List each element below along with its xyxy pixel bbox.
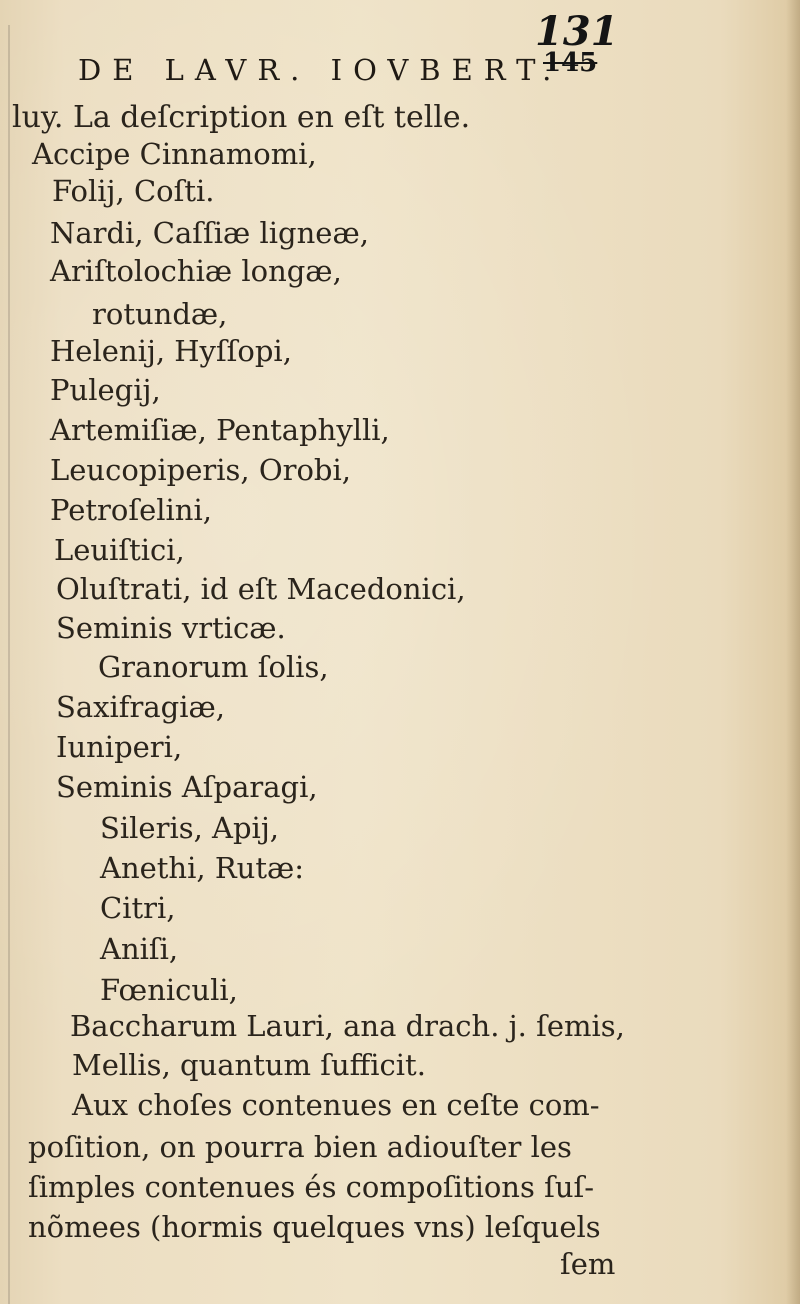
- text-line-28: ſimples contenues és compoſitions ſuſ-: [28, 1170, 595, 1204]
- text-line-25: Mellis, quantum ſufficit.: [72, 1048, 426, 1082]
- text-line-22: Aniſi,: [100, 932, 179, 966]
- text-line-17: Iuniperi,: [56, 730, 183, 764]
- text-line-29: nõmees (hormis quelques vns) leſquels: [28, 1210, 601, 1244]
- text-line-8: Pulegij,: [50, 373, 161, 407]
- text-line-4: Nardi, Caſſiæ ligneæ,: [50, 216, 369, 250]
- text-line-23: Fœniculi,: [100, 973, 238, 1007]
- text-line-19: Sileris, Apij,: [100, 811, 280, 845]
- text-line-18: Seminis Aſparagi,: [56, 770, 318, 804]
- text-line-2: Accipe Cinnamomi,: [32, 137, 317, 171]
- text-line-10: Leucopiperis, Orobi,: [50, 453, 351, 487]
- folio-number-struck: 145: [543, 48, 598, 78]
- text-line-14: Seminis vrticæ.: [56, 611, 286, 645]
- text-line-26: Aux choſes contenues en ceſte com-: [72, 1088, 600, 1122]
- text-line-27: poſition, on pourra bien adiouſter les: [28, 1130, 572, 1164]
- page-edge-shadow: [786, 0, 800, 1304]
- gutter-rule: [8, 25, 10, 1304]
- folio-number: 131: [535, 8, 619, 55]
- text-line-3: Folij, Coſti.: [52, 174, 215, 208]
- catchword: ſem: [560, 1247, 616, 1281]
- text-line-5: Ariſtolochiæ longæ,: [50, 254, 342, 288]
- text-line-7: Helenij, Hyſſopi,: [50, 334, 292, 368]
- text-line-16: Saxifragiæ,: [56, 690, 225, 724]
- text-line-24: Baccharum Lauri, ana drach. j. ſemis,: [70, 1009, 625, 1043]
- text-line-6: rotundæ,: [92, 297, 228, 331]
- text-line-1: luy. La deſcription en eſt telle.: [12, 100, 471, 135]
- text-line-21: Citri,: [100, 891, 176, 925]
- text-line-15: Granorum ſolis,: [98, 650, 329, 684]
- text-line-11: Petroſelini,: [50, 493, 212, 527]
- text-line-20: Anethi, Rutæ:: [100, 851, 305, 885]
- text-line-9: Artemiſiæ, Pentaphylli,: [50, 413, 390, 447]
- running-head: DE LAVR. IOVBERT.: [78, 53, 563, 87]
- text-line-13: Oluſtrati, id eſt Macedonici,: [56, 572, 466, 606]
- text-line-12: Leuiſtici,: [54, 533, 185, 567]
